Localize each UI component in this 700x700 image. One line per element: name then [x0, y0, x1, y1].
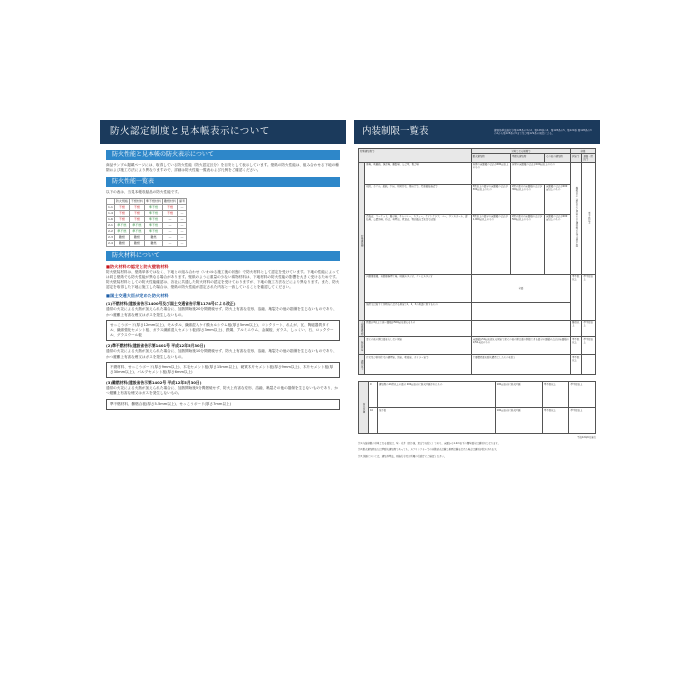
table-row: 2-1 準不燃 準不燃 準不燃 — —: [107, 222, 187, 228]
side-label-size: 大規模建築物: [360, 321, 364, 336]
row-use: 窓その他の開口部を有しない居室: [365, 337, 472, 355]
intro-text: 商品サンプル掲載ページには、取得している防火性能（防火認定区分）を目安として表示しています。壁紙の防火性能は、組み合わせる下地の種類および施工方法により異なりますので、詳細は防火性能一覧表および凡例をご確認ください。: [106, 163, 339, 173]
row-fireproof: 100㎡以内に防火区画: [495, 408, 542, 434]
fire-compartment-table: [358, 381, 596, 434]
row-use: 劇場、映画館、演芸場、観覧場、公会堂、集会場: [365, 162, 472, 184]
row-fireproof: 3階以上の部分の床面積の合計が300㎡以上のもの: [471, 184, 510, 214]
side-label-window: 無窓居室: [359, 337, 365, 355]
item3-title: (3)難燃材料(建設省告示第1402号 平成12年5月30日): [106, 380, 202, 386]
col-other: その他の建築物: [545, 154, 571, 162]
right-page-title-bar: [354, 120, 600, 144]
paragraph-2: 防火壁装材料としての防火性能確認は、各社に共通した防火材料の認定を受けておりますが、下地の施工方法などにより異なります。また、防火認定を取得した下地に施工した場合は、壁紙の防火性能が認定された内容と一致していることを確認してください。: [106, 280, 340, 290]
row-room: 難燃以上: [571, 320, 582, 336]
row-use: 百貨店、マーケット、展示場、キャバレー、カフェー、ナイトクラブ、バー、ダンスホール、遊技場、公衆浴場、待合、料理店、飲食店、物品販売業を営む店舗: [365, 214, 472, 274]
item2-box: 不燃材料、せっこうボード(厚さ9mm以上)、木毛セメント板(厚さ15mm以上)、硬質木片セメント板(厚さ9mm以上)、木片セメント板(厚さ30mm以上)、パルプセメント板(厚さ6mm以上): [106, 362, 340, 378]
row-use: 階数が3以上で延べ面積が500㎡を超えるもの: [365, 320, 472, 336]
table-row: 1-1 不燃 不燃 準不燃 不燃 —: [107, 204, 187, 210]
row-use: 病院、ホテル、旅館、下宿、共同住宅、寄宿舎等、児童福祉施設等: [365, 184, 472, 214]
row-use: 建築物の11階以上の部分 200㎡以内に防火区画されたもの: [378, 382, 496, 408]
table-row: [359, 214, 596, 274]
table-row: [359, 162, 596, 184]
table-row: [359, 382, 596, 408]
row-other: 床面積の合計が200㎡以上のもの: [545, 184, 571, 214]
row-room: 準不燃以上: [542, 408, 569, 434]
table-row: 1-4 不燃 不燃 準不燃 不燃 —: [107, 210, 187, 216]
row-corridor: 準不燃以上: [582, 320, 596, 336]
row-fireproof: 床面積が50㎡を超える居室で窓その他の開口部の開放できる部分の面積の合計が床面積の1/50未満のもの: [471, 337, 570, 355]
row-use: 地階又は地下工作物内に設ける居室で1、2、3の用途に供するもの: [365, 302, 472, 320]
fire-performance-table: [106, 198, 187, 247]
col-target: 対象となる規模等: [471, 149, 570, 154]
paragraph-1: 防火壁装材料は、壁紙単体ではなく、下地との組み合わせ（いわゆる施工後の状態）で防火材料として認定を受けています。下地の性能によっては同じ壁紙でも防火性能が異なる場合があります。壁紙のように重量の少ない薄物材料は、下地材料の防火性能の影響を大きく受けるためです。: [106, 269, 340, 279]
row-use: 地下街: [378, 408, 496, 434]
item3-box: 準不燃材料、難燃合板(厚さ5.5mm以上)、せっこうボード(厚さ7mm以上): [106, 399, 340, 410]
footnote-2: 注2 耐火建築物または準耐火建築物であっても、スプリンクラー等の自動消火設備と排煙設備を設けた場合は適用が除外されます。: [358, 448, 499, 452]
row-fireproof: 3階以上の部分の床面積の合計が1,000㎡以上のもの: [471, 214, 510, 274]
item1-title: (1)不燃材料(建設省告示1400号及び国土交通省告示第1178号による改正): [106, 301, 236, 307]
footnote-1: 注1 内装制限の対象となる部位は、壁・天井（回り縁、窓台等を除く）であり、床面から1.2m以下の腰壁部分は適用外となります。: [358, 442, 501, 446]
row-room: 準不燃以上: [571, 355, 582, 375]
col-fireproof: 耐火建築物: [471, 154, 510, 162]
row-all: 全部: [471, 274, 570, 302]
side-label-fire-area: 防火区画: [359, 382, 369, 434]
row-fireproof: 客席の床面積の合計が400㎡以上のもの: [471, 162, 510, 184]
item2-title: (2)準不燃材料(建設省告示第1401号 平成12年5月30日): [106, 343, 206, 349]
section-bar-fire-materials: 防火材料について: [106, 251, 340, 261]
table-header: 不燃材料: [130, 199, 143, 204]
side-label-special: 特殊建築物: [359, 162, 365, 320]
row-no: 10: [369, 408, 378, 434]
table-row: 2-4 難燃 難燃 難燃 — —: [107, 240, 187, 246]
row-fireproof: 主要構造部を耐火構造としたものを除く: [471, 355, 570, 375]
footnote-3: 注3 詳細については、建築基準法、同施行令及び所轄の行政庁にご確認ください。: [358, 454, 447, 458]
table-row: [359, 320, 596, 336]
col-quasi: 準耐火建築物: [510, 154, 544, 162]
row-quasi: 2階の部分の床面積の合計が500㎡以上のもの: [510, 214, 544, 274]
table-row: [359, 355, 596, 375]
row-room: 準不燃以上: [571, 337, 582, 355]
right-page-title: 内装制限一覧表: [362, 126, 429, 137]
section-bar-perf-table: 防火性能一覧表: [106, 177, 340, 187]
row-corridor: 準不燃以上: [582, 162, 596, 274]
stamp: 平成12年6月施行: [577, 436, 596, 440]
row-quasi: 客席の床面積の合計が100㎡以上のもの: [510, 162, 570, 184]
section-bar-fire-display: 防火性能と見本帳の防火表示について: [106, 150, 340, 160]
item2-text: 通常の火災による火熱が加えられた場合に、加熱開始後10分間燃焼せず、防火上有害な変形、溶融、亀裂その他の損傷を生じないものであり、かつ避難上有害な煙又はガスを発生しないもの。: [106, 349, 337, 359]
row-corridor: 準不燃以上: [569, 382, 596, 408]
heading-ministry-materials: ■国土交通大臣が定めた防火材料: [106, 293, 169, 299]
left-page-title: 防火認定制度と見本帳表示について: [100, 120, 346, 144]
side-label-kitchen: 調理室等: [359, 355, 365, 375]
table-row: [359, 184, 596, 214]
interior-restriction-table: [358, 148, 596, 375]
table-row: 1-6 不燃 不燃 準不燃 — —: [107, 216, 187, 222]
row-use: 住宅及び併用住宅の調理室、浴室、乾燥室、ボイラー室等: [365, 355, 472, 375]
row-corridor: 準不燃以上: [569, 408, 596, 434]
table-row: 2-2 準不燃 準不燃 準不燃 — —: [107, 228, 187, 234]
col-limit: 制限: [571, 149, 596, 154]
table-caption: 以下の表は、当見本帳収録品の防火性能です。: [106, 190, 182, 195]
row-corridor: 準不燃以上: [582, 274, 596, 320]
col-corridor: 通路・階段等: [582, 154, 596, 162]
row-use: 自動車車庫、自動車修理工場、映画スタジオ、テレビスタジオ: [365, 274, 472, 302]
heading-fire-material-cert: ■防火材料の認定と防火壁装材料: [106, 263, 169, 269]
header-notes: 建築基準法施行令第128条の3の2、第128条の4、第128条の5、第129条 第128条の3の2から第128条の5まで及び第129条の規定による。: [494, 128, 592, 135]
table-row: [359, 302, 596, 320]
row-room: 準不燃以上: [571, 274, 582, 320]
table-header: 防火規格: [115, 199, 128, 204]
row-other: 床面積の合計が200㎡以上のもの: [545, 214, 571, 274]
table-header: 難燃材料: [163, 199, 176, 204]
left-page: [100, 120, 346, 585]
row-room: 難燃以上（3階以上に居室のある建築物の天井は準不燃）: [571, 162, 582, 274]
row-no: 9: [369, 382, 378, 408]
row-fireproof: 100㎡以内に防火区画: [495, 382, 542, 408]
table-row: [359, 274, 596, 302]
item1-text: 通常の火災による火熱が加えられた場合に、加熱開始後20分間燃焼せず、防火上有害な変形、溶融、亀裂その他の損傷を生じないものであり、かつ避難上有害な煙又はガスを発生しないもの。: [106, 307, 337, 317]
item1-box: せっこうボード(厚さ12mm以上)、モルタル、繊維混入ケイ酸カルシウム板(厚さ5mm以上)、コンクリート、れんが、瓦、陶磁器質タイル、繊維強化セメント板、ガラス繊維混入セメント板(厚さ3mm以上)、鉄鋼、アルミニウム、金属板、ガラス、しっくい、石、ロックウール、グラスウール板: [106, 320, 340, 342]
table-row: 2-3 難燃 難燃 難燃 — —: [107, 234, 187, 240]
table-header: 備考: [178, 199, 185, 204]
row-room: 準不燃以上: [542, 382, 569, 408]
table-row: [359, 337, 596, 355]
row-quasi: 2階の部分の床面積の合計が300㎡以上のもの: [510, 184, 544, 214]
row-corridor: 準不燃以上: [582, 337, 596, 355]
col-room: 居室等: [571, 154, 582, 162]
right-page: [354, 120, 600, 585]
item3-text: 通常の火災による火熱が加えられた場合に、加熱開始後5分間燃焼せず、防火上有害な変形、溶融、亀裂その他の損傷を生じないものであり、かつ避難上有害な煙又はガスを発生しないもの。: [106, 386, 338, 396]
table-header: 準不燃材料: [145, 199, 161, 204]
col-use: 特殊建築物等: [359, 149, 472, 163]
table-row: [359, 408, 596, 434]
